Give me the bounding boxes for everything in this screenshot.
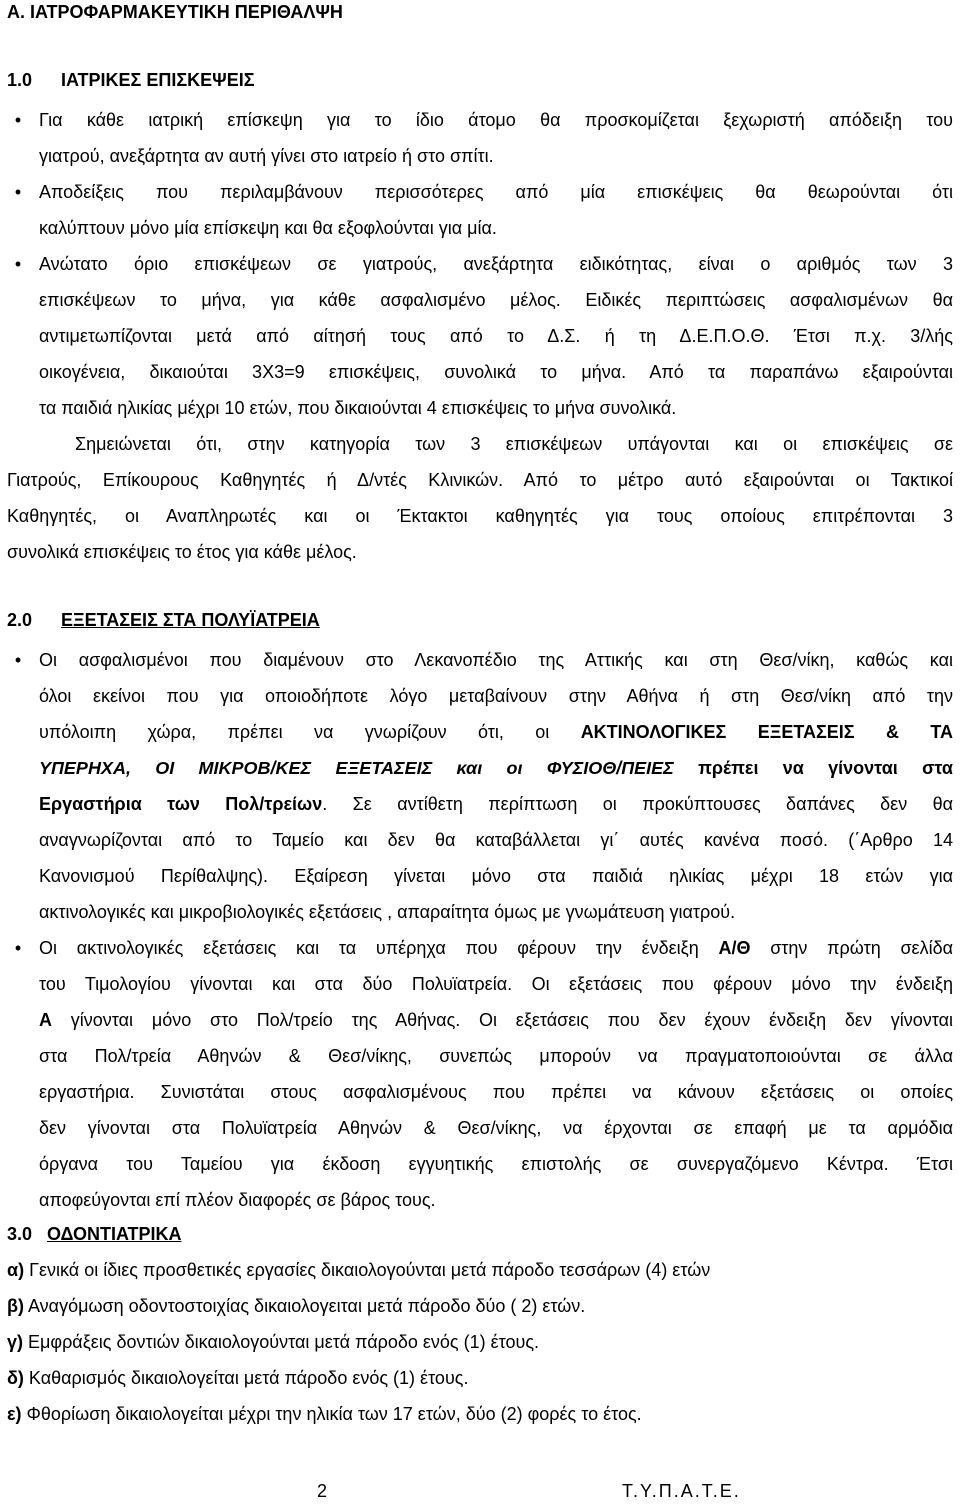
s1-bullet-2: [7, 174, 953, 246]
s2-b1-line-8: ακτινολογικές και μικροβιολογικές εξετάσεις , απαραίτητα όμως με γνωμάτευση γιατρού.: [39, 902, 736, 922]
s3-item: [7, 1396, 953, 1432]
s3-item: [7, 1324, 953, 1360]
s1-note-line-2: Γιατρούς, Επίκουρους Καθηγητές ή Δ/ντές Κλινικών. Από το μέτρο αυτό εξαιρούνται οι Τακτικοί: [7, 470, 953, 490]
section-1-heading: [7, 68, 953, 92]
section-2-number: 2.0: [7, 610, 33, 630]
s1-bullet-3: [7, 246, 953, 426]
section-2-title: ΕΞΕΤΑΣΕΙΣ ΣΤΑ ΠΟΛΥΪΑΤΡΕΙΑ: [61, 610, 320, 630]
section-3-number: 3.0: [7, 1224, 33, 1244]
s2-b1-line-1: Οι ασφαλισμένοι που διαμένουν στο Λεκανοπέδιο της Αττικής και στη Θεσ/νίκη, καθώς και: [39, 650, 953, 670]
s1-b3-line-5: τα παιδιά ηλικίας μέχρι 10 ετών, που δικαιούνται 4 επισκέψεις το μήνα συνολικά.: [39, 398, 677, 418]
s1-b1-line-2: γιατρού, ανεξάρτητα αν αυτή γίνει στο ιατρείο ή στο σπίτι.: [39, 146, 494, 166]
s2-b2-line-3: [39, 1002, 953, 1038]
s1-b3-line-2: επισκέψεων το μήνα, για κάθε ασφαλισμένο μέλος. Ειδικές περιπτώσεις ασφαλισμένων θα: [39, 290, 953, 310]
s2-b2-l3-plain: γίνονται μόνο στο Πολ/τρείο της Αθήνας. Οι εξετάσεις που δεν έχουν ένδειξη δεν γίνονται: [52, 1010, 953, 1030]
s2-b1-line-4: [39, 750, 953, 786]
s3-item-text: Φθορίωση δικαιολογείται μέχρι την ηλικία των 17 ετών, δύο (2) φορές το έτος.: [21, 1404, 642, 1424]
section-3-title: ΟΔΟΝΤΙΑΤΡΙΚΑ: [47, 1224, 182, 1244]
bullet-icon: •: [14, 110, 22, 130]
s2-b1-l3-bold: ΑΚΤΙΝΟΛΟΓΙΚΕΣ ΕΞΕΤΑΣΕΙΣ & ΤΑ: [580, 722, 953, 742]
s2-b2-l1-tail: στην πρώτη σελίδα: [750, 938, 954, 958]
s3-item-label: γ): [7, 1332, 24, 1352]
s3-item-label: α): [7, 1260, 25, 1280]
s2-b2-line-7: όργανα του Ταμείου για έκδοση εγγυητικής επιστολής σε συνεργαζόμενο Κέντρα. Έτσι: [39, 1154, 953, 1174]
s1-note-line-4: συνολικά επισκέψεις το έτος για κάθε μέλος.: [7, 542, 357, 562]
s3-item-text: Γενικά οι ίδιες προσθετικές εργασίες δικαιολογούνται μετά πάροδο τεσσάρων (4) ετών: [24, 1260, 711, 1280]
s2-b2-line-8: αποφεύγονται επί πλέον διαφορές σε βάρος τους.: [39, 1190, 436, 1210]
s3-item: [7, 1360, 953, 1396]
s2-b2-line-6: δεν γίνονται στα Πολυϊατρεία Αθηνών & Θεσ/νίκης, να έρχονται σε επαφή με τα αρμόδια: [39, 1118, 953, 1138]
s3-item-label: ε): [7, 1404, 22, 1424]
s2-b1-line-7: Κανονισμού Περίθαλψης). Εξαίρεση γίνεται μόνο στα παιδιά ηλικίας μέχρι 18 ετών για: [39, 866, 953, 886]
s3-item-text: Εμφράξεις δοντιών δικαιολογούνται μετά πάροδο ενός (1) έτους.: [23, 1332, 540, 1352]
s3-item-label: δ): [7, 1368, 24, 1388]
s1-b2-line-2: καλύπτουν μόνο μία επίσκεψη και θα εξοφλούνται για μία.: [39, 218, 497, 238]
s1-note-line-3: Καθηγητές, οι Αναπληρωτές και οι Έκτακτοι καθηγητές για τους οποίους επιτρέπονται 3: [7, 506, 953, 526]
footer-organization: Τ.Υ.Π.Α.Τ.Ε.: [622, 1481, 741, 1501]
s2-b2-line-4: στα Πολ/τρεία Αθηνών & Θεσ/νίκης, συνεπώς μπορούν να πραγματοποιούνται σε άλλα: [39, 1046, 953, 1066]
s3-item-list: [7, 1252, 953, 1432]
section-2-heading: [7, 602, 953, 638]
s2-b2-l1-bold: Α/Θ: [718, 938, 751, 958]
s1-note-paragraph: [7, 426, 953, 570]
s1-bullet-1: [7, 102, 953, 174]
s2-b2-line-2: του Τιμολογίου γίνονται και στα δύο Πολυϊατρεία. Οι εξετάσεις που φέρουν μόνο την ένδειξη: [39, 974, 953, 994]
s3-item-label: β): [7, 1296, 24, 1316]
section-heading-a: Α. ΙΑΤΡΟΦΑΡΜΑΚΕΥΤΙΚΗ ΠΕΡΙΘΑΛΨΗ: [7, 2, 343, 22]
s2-bullet-1: [7, 642, 953, 930]
s3-item-text: Καθαρισμός δικαιολογείται μετά πάροδο ενός (1) έτους.: [23, 1368, 469, 1388]
s2-b2-line-1: [39, 930, 953, 966]
s1-b2-line-1: Αποδείξεις που περιλαμβάνουν περισσότερες από μία επισκέψεις θα θεωρούνται ότι: [39, 182, 953, 202]
section-1-title: ΙΑΤΡΙΚΕΣ ΕΠΙΣΚΕΨΕΙΣ: [61, 70, 255, 90]
section-1-number: 1.0: [7, 70, 33, 90]
s2-b1-line-6: αναγνωρίζονται από το Ταμείο και δεν θα καταβάλλεται γι΄ αυτές κανένα ποσό. (΄Αρθρο 14: [39, 830, 953, 850]
s3-item-text: Αναγόμωση οδοντοστοιχίας δικαιολογειται μετά πάροδο δύο ( 2) ετών.: [23, 1296, 586, 1316]
bullet-icon: •: [14, 182, 22, 202]
s2-b1-line-5: [39, 786, 953, 822]
s2-b2-l1-plain: Οι ακτινολογικές εξετάσεις και τα υπέρηχα που φέρουν την ένδειξη: [39, 938, 719, 958]
s2-bullet-2: [7, 930, 953, 1218]
s2-b1-line-3: [39, 714, 953, 750]
s1-b3-line-4: οικογένεια, δικαιούται 3Χ3=9 επισκέψεις, συνολικά το μήνα. Από τα παραπάνω εξαιρούνται: [39, 362, 953, 382]
s2-b1-l4-bold-italic: ΥΠΕΡΗΧΑ, ΟΙ ΜΙΚΡΟΒ/ΚΕΣ ΕΞΕΤΑΣΕΙΣ και οι ΦΥΣΙΟΘ/ΠΕΙΕΣ: [39, 758, 674, 778]
bullet-icon: •: [14, 650, 22, 670]
s2-b2-line-5: εργαστήρια. Συνιστάται στους ασφαλισμένους που πρέπει να κάνουν εξετάσεις οι οποίες: [39, 1082, 953, 1102]
s1-note-line-1: Σημειώνεται ότι, στην κατηγορία των 3 επισκέψεων υπάγονται και οι επισκέψεις σε: [75, 434, 953, 454]
s2-b1-l4-bold: πρέπει να γίνονται στα: [673, 758, 953, 778]
section-3-heading: [7, 1216, 953, 1252]
s2-b1-l5-bold: Εργαστήρια των Πολ/τρείων: [39, 794, 323, 814]
page-number: 2: [317, 1481, 328, 1501]
s3-item: [7, 1288, 953, 1324]
bullet-icon: •: [14, 254, 22, 274]
s1-b1-line-1: Για κάθε ιατρική επίσκεψη για το ίδιο άτομο θα προσκομίζεται ξεχωριστή απόδειξη του: [39, 110, 953, 130]
s1-b3-line-1: Ανώτατο όριο επισκέψεων σε γιατρούς, ανεξάρτητα ειδικότητας, είναι ο αριθμός των 3: [39, 254, 953, 274]
s2-b1-line-2: όλοι εκείνοι που για οποιοδήποτε λόγο μεταβαίνουν στην Αθήνα ή στη Θεσ/νίκη από την: [39, 686, 953, 706]
s1-b3-line-3: αντιμετωπίζονται μετά από αίτησή τους από το Δ.Σ. ή τη Δ.Ε.Π.Ο.Θ. Έτσι π.χ. 3/λής: [39, 326, 953, 346]
s3-item: [7, 1252, 953, 1288]
s2-b1-l5-plain: . Σε αντίθετη περίπτωση οι προκύπτουσες δαπάνες δεν θα: [322, 794, 954, 814]
s2-b1-l3-plain: υπόλοιπη χώρα, πρέπει να γνωρίζουν ότι, οι: [39, 722, 581, 742]
s2-b2-l3-bold: Α: [39, 1010, 52, 1030]
bullet-icon: •: [14, 938, 22, 958]
